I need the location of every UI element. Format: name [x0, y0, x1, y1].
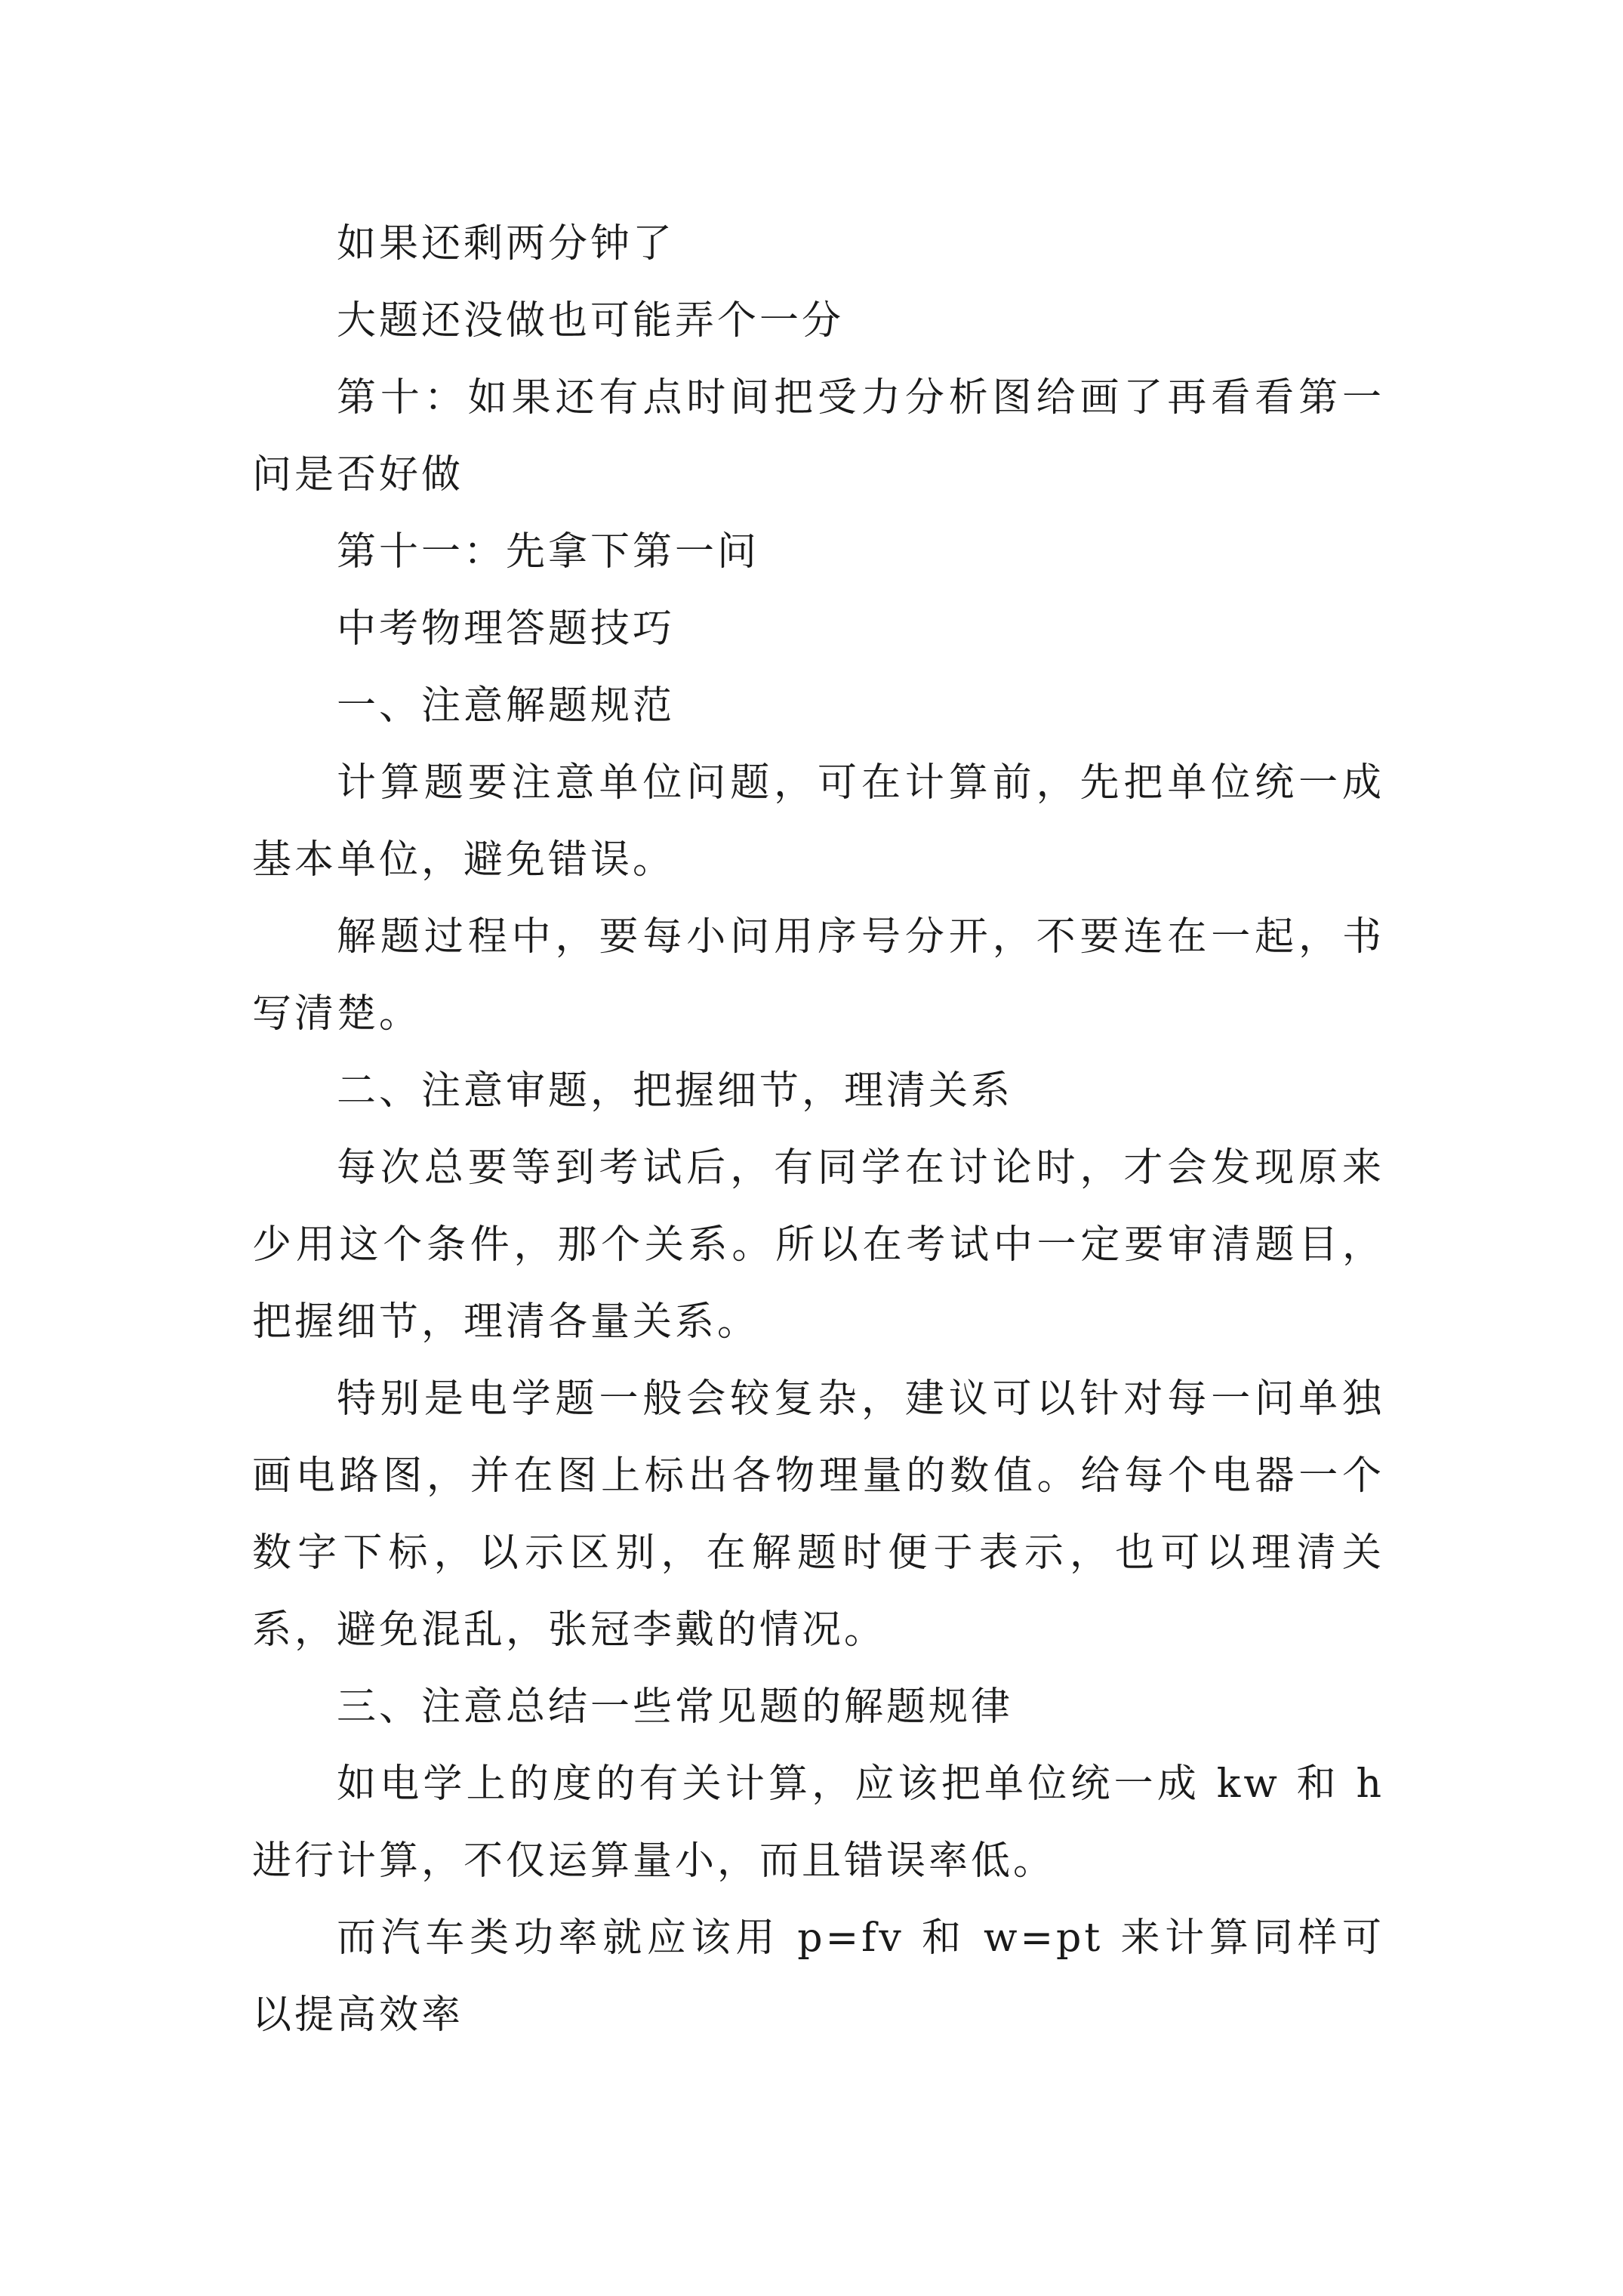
paragraph: 每次总要等到考试后，有同学在讨论时，才会发现原来少用这个条件，那个关系。所以在考试中一定要审清题目，把握细节，理清各量关系。	[252, 1145, 1384, 1345]
section-heading: 中考物理答题技巧	[337, 606, 676, 652]
paragraph: 第十：如果还有点时间把受力分析图给画了再看看第一问是否好做	[252, 375, 1384, 498]
section-heading: 二、注意审题，把握细节，理清关系	[337, 1068, 1014, 1114]
section-heading: 一、注意解题规范	[337, 683, 676, 729]
paragraph: 大题还没做也可能弄个一分	[337, 298, 845, 344]
paragraph: 计算题要注意单位问题，可在计算前，先把单位统一成基本单位，避免错误。	[252, 760, 1384, 883]
section-heading: 三、注意总结一些常见题的解题规律	[337, 1684, 1014, 1730]
paragraph: 如电学上的度的有关计算，应该把单位统一成 kw 和 h 进行计算，不仅运算量小，而且错误率低。	[252, 1761, 1384, 1884]
paragraph: 第十一：先拿下第一问	[337, 529, 760, 575]
paragraph: 如果还剩两分钟了	[337, 221, 676, 267]
paragraph: 特别是电学题一般会较复杂，建议可以针对每一问单独画电路图，并在图上标出各物理量的数值。给每个电器一个数字下标，以示区别，在解题时便于表示，也可以理清关系，避免混乱，张冠李戴的情况。	[252, 1376, 1384, 1653]
paragraph: 而汽车类功率就应该用 p=fv 和 w=pt 来计算同样可以提高效率	[252, 1915, 1384, 2038]
document-body	[252, 205, 1384, 2054]
paragraph: 解题过程中，要每小问用序号分开，不要连在一起，书写清楚。	[252, 914, 1384, 1037]
